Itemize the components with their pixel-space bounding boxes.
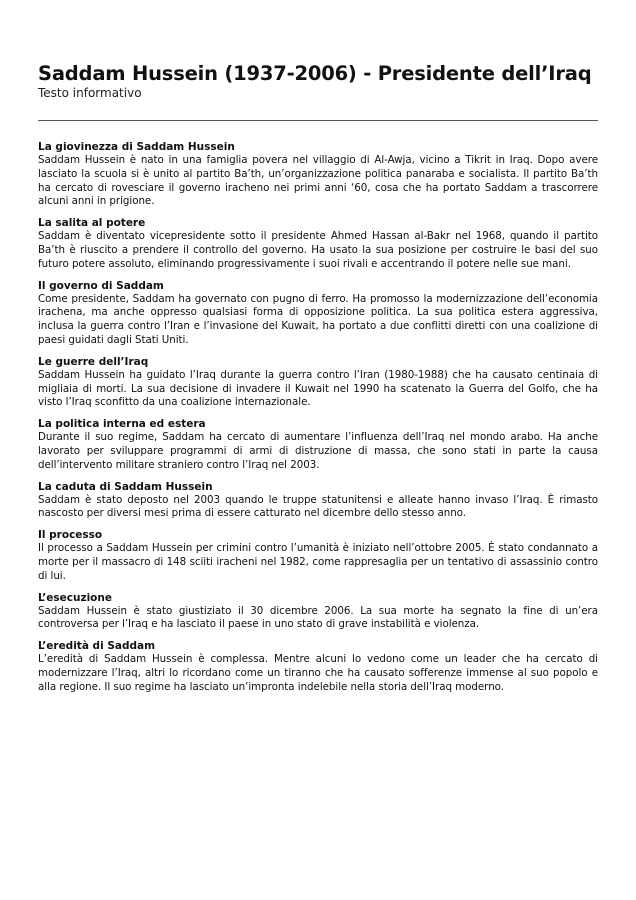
section-body: Saddam Hussein è nato in una famiglia povera nel villaggio di Al-Awja, vicino a Tikrit in Iraq. Dopo avere lasciato la scuola si è unito al partito Ba’th, un’organizzazione politica panaraba e socialista. Il partito Ba’th ha cercato di rovesciare il governo iracheno nei primi anni ‘60, cosa che ha portato Saddam a trascorrere alcuni anni in prigione. [38, 154, 598, 208]
header-divider [38, 120, 598, 121]
section-body: Il processo a Saddam Hussein per crimini contro l’umanità è iniziato nell’ottobre 2005. È stato condannato a morte per il massacro di 148 sciiti iracheni nel 1982, come rappresaglia per un tentativo di assassinio contro di lui. [38, 542, 598, 582]
section-guerre [38, 356, 598, 410]
section-body: L’eredità di Saddam Hussein è complessa. Mentre alcuni lo vedono come un leader che ha cercato di modernizzare l’Iraq, altri lo ricordano come un tiranno che ha causato sofferenze immense al suo popolo e alla regione. Il suo regime ha lasciato un’impronta indelebile nella storia dell’Iraq moderno. [38, 653, 598, 693]
section-processo [38, 529, 598, 583]
section-heading: La salita al potere [38, 217, 146, 230]
section-body: Saddam è diventato vicepresidente sotto il presidente Ahmed Hassan al-Bakr nel 1968, quando il partito Ba’th è riuscito a prendere il controllo del governo. Ha usato la sua posizione per costruire le basi del suo futuro potere assoluto, eliminando progressivamente i suoi rivali e accentrando il potere nelle sue mani. [38, 230, 598, 270]
section-salita-al-potere [38, 217, 598, 271]
section-caduta [38, 481, 598, 522]
section-body: Come presidente, Saddam ha governato con pugno di ferro. Ha promosso la modernizzazione dell’economia irachena, ma anche oppresso qualsiasi forma di opposizione politica. La sua politica estera aggressiva, inclusa la guerra contro l’Iran e l’invasione del Kuwait, ha portato a due conflitti diretti con una coalizione di paesi guidati dagli Stati Uniti. [38, 292, 598, 346]
section-body: Saddam Hussein è stato giustiziato il 30 dicembre 2006. La sua morte ha segnato la fine di un’era controversa per l’Iraq e ha lasciato il paese in uno stato di grave instabilità e violenza. [38, 604, 598, 631]
section-governo [38, 280, 598, 348]
section-body: Durante il suo regime, Saddam ha cercato di aumentare l’influenza dell’Iraq nel mondo arabo. Ha anche lavorato per sviluppare programmi di armi di distruzione di massa, che sono stati in parte la causa dell’intervento militare straniero contro l’Iraq nel 2003. [38, 431, 598, 471]
section-heading: La politica interna ed estera [38, 418, 206, 431]
document-subtitle: Testo informativo [38, 86, 142, 100]
section-heading: La giovinezza di Saddam Hussein [38, 141, 235, 153]
section-heading: Le guerre dell’Iraq [38, 355, 149, 368]
section-heading: L’esecuzione [38, 591, 112, 604]
document-page [38, 62, 598, 703]
section-esecuzione [38, 592, 598, 633]
section-eredita [38, 640, 598, 694]
section-heading: Il governo di Saddam [38, 279, 164, 292]
section-body: Saddam è stato deposto nel 2003 quando le truppe statunitensi e alleate hanno invaso l’Iraq. È rimasto nascosto per diversi mesi prima di essere catturato nel dicembre dello stesso anno. [38, 493, 598, 520]
section-heading: La caduta di Saddam Hussein [38, 480, 213, 493]
section-heading: L’eredità di Saddam [38, 640, 156, 653]
section-body: Saddam Hussein ha guidato l’Iraq durante la guerra contro l’Iran (1980-1988) che ha causato centinaia di migliaia di morti. La sua decisione di invadere il Kuwait nel 1990 ha scatenato la Guerra del Golfo, che ha visto l’Iraq sconfitto da una coalizione internazionale. [38, 368, 598, 409]
section-heading: Il processo [38, 529, 103, 542]
section-giovinezza [38, 141, 598, 209]
document-title: Saddam Hussein (1937-2006) - Presidente dell’Iraq [38, 62, 592, 85]
section-politica [38, 418, 598, 472]
